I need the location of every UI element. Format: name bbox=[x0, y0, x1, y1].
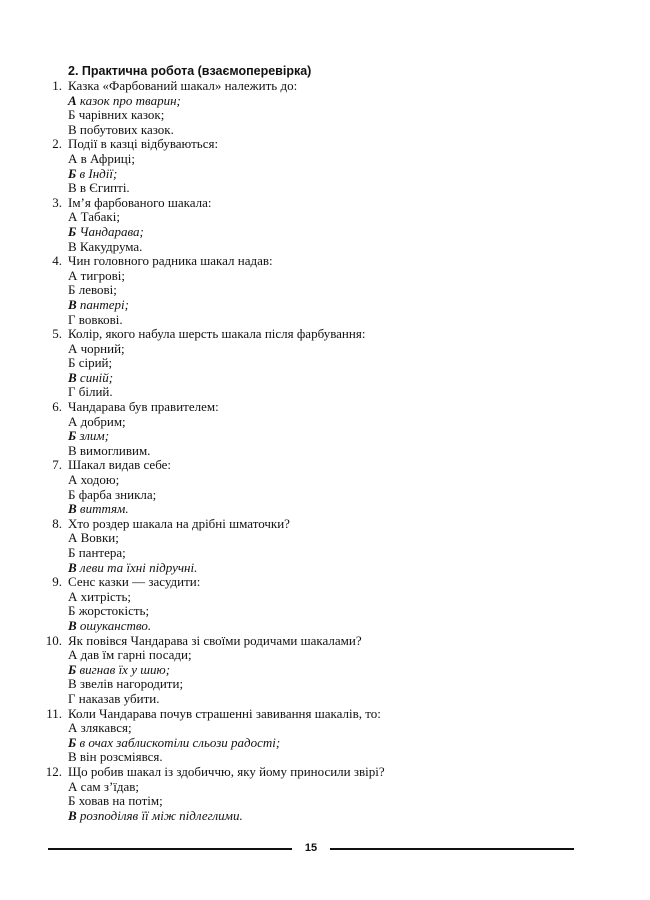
option-letter: В bbox=[68, 559, 77, 575]
question-text: Сенс казки — засудити: bbox=[68, 574, 201, 590]
question-number: 4. bbox=[52, 253, 62, 269]
question-text: Чандарава був правителем: bbox=[68, 399, 219, 415]
option-letter: В bbox=[68, 617, 77, 633]
question-line bbox=[0, 79, 650, 94]
option-text: леви та їхні підручні. bbox=[79, 559, 198, 575]
question-line bbox=[0, 196, 650, 211]
option-text: Табакі; bbox=[80, 209, 120, 225]
question-item bbox=[0, 196, 650, 254]
answer-option bbox=[0, 108, 650, 123]
option-letter: В bbox=[68, 749, 77, 765]
answer-option bbox=[0, 123, 650, 138]
question-number: 7. bbox=[52, 457, 62, 473]
option-text: побутових казок. bbox=[79, 121, 174, 137]
answer-option-correct bbox=[0, 736, 650, 751]
option-text: Вовки; bbox=[80, 530, 119, 546]
option-letter: Б bbox=[68, 545, 76, 560]
answer-option-correct bbox=[0, 619, 650, 634]
answer-option bbox=[0, 283, 650, 298]
question-number: 6. bbox=[52, 399, 62, 415]
question-item bbox=[0, 575, 650, 633]
answer-option bbox=[0, 677, 650, 692]
option-text: ходою; bbox=[80, 472, 120, 488]
option-letter: А bbox=[68, 340, 78, 356]
question-item bbox=[0, 634, 650, 707]
option-letter: Б bbox=[68, 165, 77, 181]
answer-option bbox=[0, 604, 650, 619]
question-text: Що робив шакал із здобиччю, яку йому приносили звірі? bbox=[68, 763, 385, 779]
answer-option bbox=[0, 415, 650, 430]
option-text: звелів нагородити; bbox=[79, 676, 184, 692]
option-letter: Г bbox=[68, 311, 76, 327]
question-number: 12. bbox=[45, 763, 62, 779]
question-number: 11. bbox=[46, 705, 62, 721]
answer-option bbox=[0, 721, 650, 736]
answer-option bbox=[0, 313, 650, 328]
option-letter: Б bbox=[68, 486, 76, 502]
footer-rule-right bbox=[330, 848, 574, 850]
footer-rule-left bbox=[48, 848, 292, 850]
option-text: пантері; bbox=[79, 296, 129, 312]
option-text: злим; bbox=[79, 428, 110, 444]
option-text: казок про тварин; bbox=[79, 92, 181, 108]
option-text: злякався; bbox=[80, 720, 132, 736]
option-text: ошуканство. bbox=[79, 617, 152, 633]
answer-option bbox=[0, 240, 650, 255]
option-text: сам з’їдав; bbox=[80, 778, 140, 794]
question-item bbox=[0, 137, 650, 195]
answer-option bbox=[0, 210, 650, 225]
option-text: пантера; bbox=[78, 545, 126, 560]
option-letter: А bbox=[68, 720, 78, 736]
question-text: Коли Чандарава почув страшенні завивання шакалів, то: bbox=[68, 705, 381, 721]
option-letter: Б bbox=[68, 661, 77, 677]
option-text: вовкові. bbox=[78, 311, 123, 327]
answer-option bbox=[0, 385, 650, 400]
section-title: 2. Практична робота (взаємоперевірка) bbox=[68, 64, 312, 78]
question-line bbox=[0, 254, 650, 269]
option-letter: В bbox=[68, 369, 77, 385]
option-letter: В bbox=[68, 238, 77, 254]
option-letter: Б bbox=[68, 223, 77, 239]
option-letter: Б bbox=[68, 107, 76, 123]
option-letter: А bbox=[68, 150, 78, 166]
answer-option bbox=[0, 780, 650, 795]
option-text: дав їм гарні посади; bbox=[80, 647, 192, 663]
question-text: Казка «Фарбований шакал» належить до: bbox=[68, 78, 298, 93]
question-text: Як повівся Чандарава зі своїми родичами шакалами? bbox=[68, 632, 362, 648]
question-text: Шакал видав себе: bbox=[68, 457, 172, 473]
question-item bbox=[0, 400, 650, 458]
question-text: Колір, якого набула шерсть шакала після фарбування: bbox=[68, 326, 366, 342]
answer-option-correct bbox=[0, 371, 650, 386]
question-number: 1. bbox=[52, 78, 62, 93]
answer-option-correct bbox=[0, 167, 650, 182]
option-letter: В bbox=[68, 501, 77, 517]
answer-option bbox=[0, 648, 650, 663]
answer-option bbox=[0, 488, 650, 503]
question-text: Ім’я фарбованого шакала: bbox=[68, 194, 212, 210]
option-text: виттям. bbox=[79, 501, 129, 517]
question-text: Хто роздер шакала на дрібні шматочки? bbox=[68, 515, 290, 531]
option-letter: А bbox=[68, 209, 78, 225]
question-item bbox=[0, 254, 650, 327]
question-number: 9. bbox=[52, 574, 62, 590]
question-item bbox=[0, 458, 650, 516]
question-line bbox=[0, 634, 650, 649]
answer-option bbox=[0, 590, 650, 605]
question-list bbox=[0, 79, 650, 823]
option-text: в Індії; bbox=[79, 165, 118, 181]
option-text: в очах заблискотіли сльози радості; bbox=[79, 734, 281, 750]
option-text: добрим; bbox=[80, 413, 126, 429]
answer-option bbox=[0, 356, 650, 371]
answer-option-correct bbox=[0, 94, 650, 109]
option-text: чарівних казок; bbox=[78, 107, 165, 123]
option-letter: В bbox=[68, 442, 77, 458]
option-text: синій; bbox=[79, 369, 114, 385]
option-text: чорний; bbox=[80, 340, 125, 356]
option-text: тигрові; bbox=[80, 267, 125, 283]
answer-option bbox=[0, 750, 650, 765]
option-text: вигнав їх у шию; bbox=[79, 661, 171, 677]
answer-option-correct bbox=[0, 809, 650, 824]
question-number: 2. bbox=[52, 136, 62, 152]
option-letter: А bbox=[68, 92, 77, 108]
option-text: розподіляв її між підлеглими. bbox=[79, 807, 243, 823]
answer-option-correct bbox=[0, 561, 650, 576]
option-text: вимогливим. bbox=[79, 442, 151, 458]
question-line bbox=[0, 575, 650, 590]
answer-option bbox=[0, 269, 650, 284]
question-line bbox=[0, 327, 650, 342]
answer-option bbox=[0, 546, 650, 561]
option-text: білий. bbox=[78, 384, 113, 400]
option-text: левові; bbox=[78, 282, 117, 298]
option-letter: В bbox=[68, 296, 77, 312]
option-text: Чандарава; bbox=[79, 223, 144, 239]
option-text: жорстокість; bbox=[78, 603, 150, 619]
option-letter: Б bbox=[68, 282, 76, 298]
option-letter: А bbox=[68, 588, 78, 604]
option-letter: Б bbox=[68, 355, 76, 371]
option-letter: А bbox=[68, 530, 78, 546]
question-item bbox=[0, 517, 650, 575]
option-text: наказав убити. bbox=[78, 690, 160, 706]
answer-option-correct bbox=[0, 663, 650, 678]
answer-option bbox=[0, 342, 650, 357]
question-number: 3. bbox=[52, 194, 62, 210]
question-line bbox=[0, 400, 650, 415]
answer-option-correct bbox=[0, 225, 650, 240]
option-letter: Б bbox=[68, 428, 77, 444]
answer-option bbox=[0, 181, 650, 196]
answer-option bbox=[0, 794, 650, 809]
option-text: в Єгипті. bbox=[79, 180, 130, 196]
question-text: Події в казці відбуваються: bbox=[68, 136, 219, 152]
option-letter: Б bbox=[68, 793, 76, 809]
option-letter: Б bbox=[68, 734, 77, 750]
question-line bbox=[0, 765, 650, 780]
option-letter: В bbox=[68, 676, 77, 692]
question-number: 5. bbox=[52, 326, 62, 342]
answer-option bbox=[0, 531, 650, 546]
question-text: Чин головного радника шакал надав: bbox=[68, 253, 273, 269]
answer-option-correct bbox=[0, 298, 650, 313]
question-line bbox=[0, 137, 650, 152]
option-text: хитрість; bbox=[80, 588, 132, 604]
option-letter: Б bbox=[68, 603, 76, 619]
option-text: фарба зникла; bbox=[78, 486, 157, 502]
page-number: 15 bbox=[304, 842, 318, 854]
option-text: він розсміявся. bbox=[79, 749, 163, 765]
option-letter: А bbox=[68, 267, 78, 283]
question-item bbox=[0, 327, 650, 400]
option-letter: Г bbox=[68, 690, 76, 706]
question-line bbox=[0, 517, 650, 532]
question-item bbox=[0, 765, 650, 823]
question-item bbox=[0, 707, 650, 765]
page-footer bbox=[0, 840, 650, 856]
answer-option bbox=[0, 473, 650, 488]
option-letter: А bbox=[68, 778, 78, 794]
question-number: 8. bbox=[52, 515, 62, 531]
option-letter: А bbox=[68, 472, 78, 488]
option-letter: Г bbox=[68, 384, 76, 400]
option-letter: В bbox=[68, 121, 77, 137]
question-number: 10. bbox=[45, 632, 62, 648]
option-text: в Африці; bbox=[80, 150, 135, 166]
option-text: сірий; bbox=[78, 355, 113, 371]
answer-option-correct bbox=[0, 502, 650, 517]
option-letter: В bbox=[68, 807, 77, 823]
question-item bbox=[0, 79, 650, 137]
answer-option bbox=[0, 152, 650, 167]
option-letter: В bbox=[68, 180, 77, 196]
option-text: Какудрума. bbox=[79, 238, 143, 254]
option-letter: А bbox=[68, 413, 78, 429]
question-line bbox=[0, 458, 650, 473]
option-text: ховав на потім; bbox=[78, 793, 163, 809]
answer-option-correct bbox=[0, 429, 650, 444]
answer-option bbox=[0, 444, 650, 459]
question-line bbox=[0, 707, 650, 722]
answer-option bbox=[0, 692, 650, 707]
option-letter: А bbox=[68, 647, 78, 663]
